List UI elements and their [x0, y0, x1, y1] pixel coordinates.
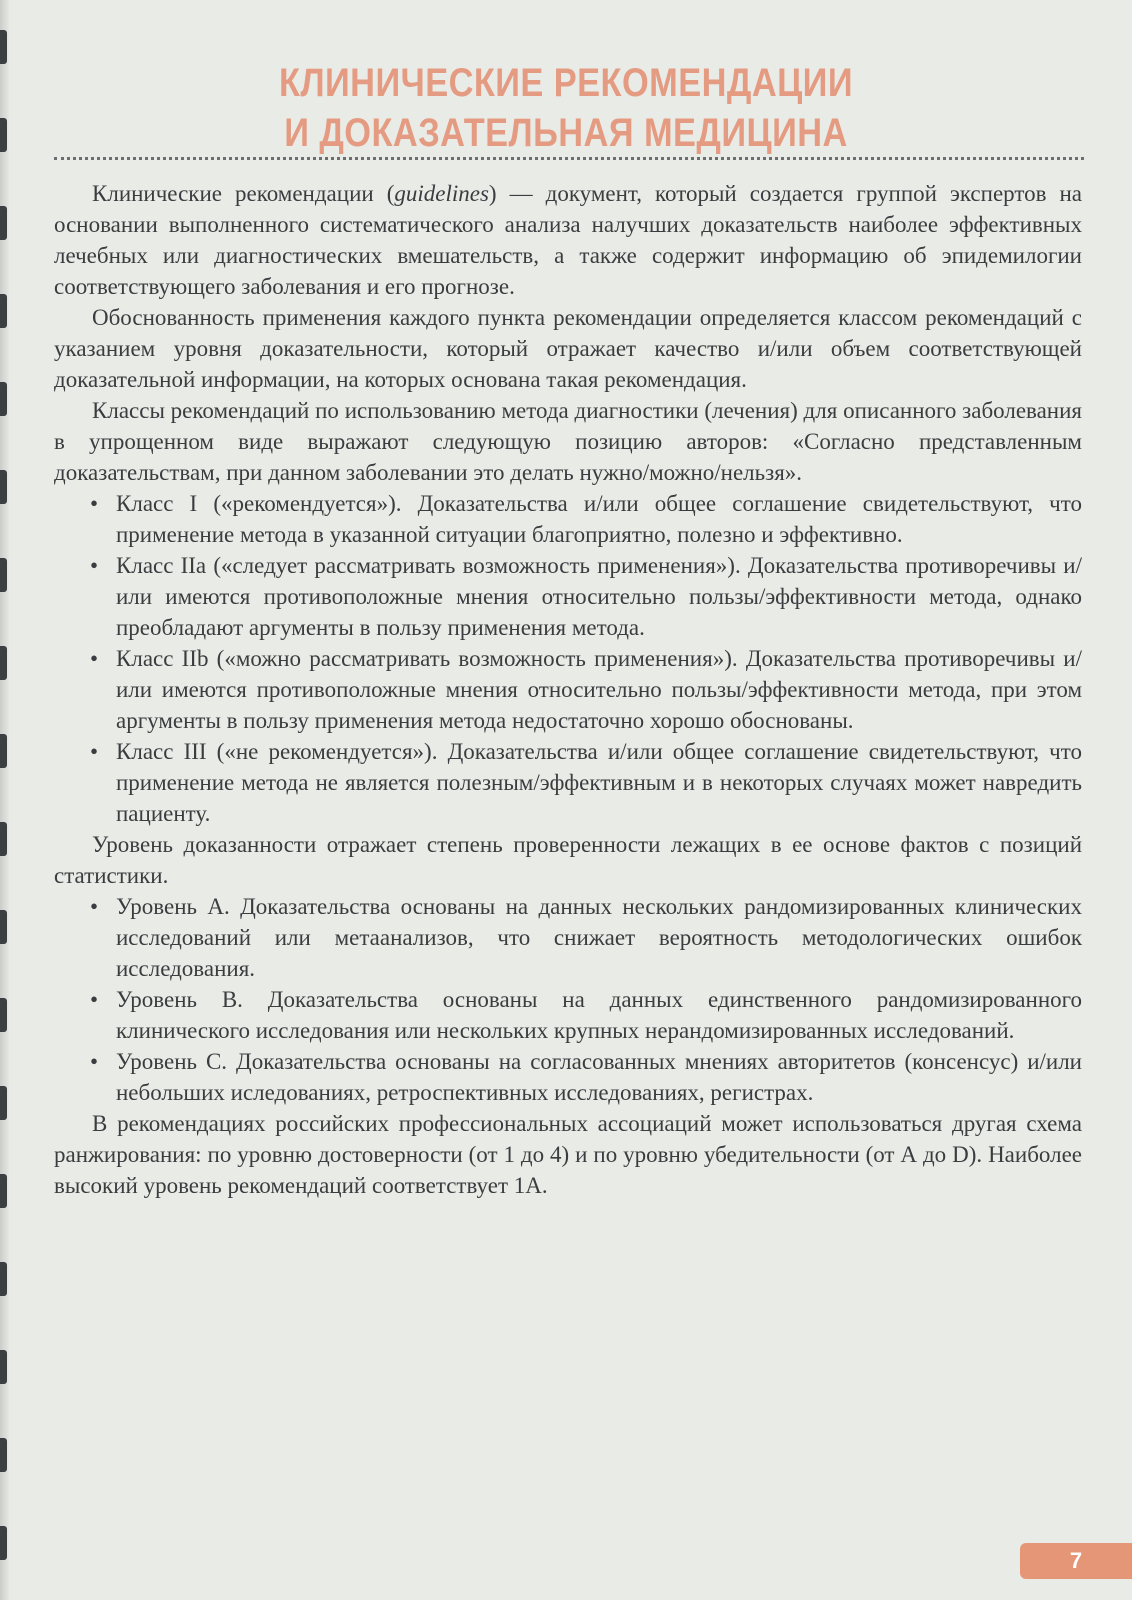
binding-ring — [0, 206, 7, 240]
body-text — [54, 178, 1082, 1201]
binding-ring — [0, 558, 7, 592]
list-item-class-iii: • Класс III («не рекомендуется»). Доказательства и/или общее соглашение свидетельствуют, что применение метода не является полезным/эффективным и в некоторых случаях может навредить пациенту. — [54, 736, 1082, 829]
binding-ring — [0, 294, 7, 328]
binding-ring — [0, 382, 7, 416]
binding-ring — [0, 1350, 7, 1384]
intro-paragraph — [54, 178, 1082, 302]
list-item-class-iib: • Класс IIb («можно рассматривать возможность применения»). Доказательства противоречивы и/или имеются противоположные мнения относительно пользы/эффективности метода, при этом аргументы в пользу применения метода недостаточно хорошо обоснованы. — [54, 643, 1082, 736]
intro-text-start: Клинические рекомендации ( — [92, 181, 395, 206]
russian-scheme-paragraph: В рекомендациях российских профессиональных ассоциаций может использоваться другая схема ранжирования: по уровню достоверности (от 1 до 4) и по уровню убедительности (от А до D). Наиболее высокий уровень рекомендаций соответствует 1А. — [54, 1111, 1082, 1198]
list-item-class-iia: • Класс IIa («следует рассматривать возможность применения»). Доказательства противоречивы и/или имеются противоположные мнения относительно пользы/эффективности метода, однако преобладают аргументы в пользу применения метода. — [54, 550, 1082, 643]
list-item-level-a: • Уровень А. Доказательства основаны на данных нескольких рандомизированных клинических исследований или метаанализов, что снижает вероятность методологических ошибок исследования. — [54, 891, 1082, 984]
spiral-binding — [0, 0, 10, 1600]
dotted-divider — [54, 157, 1084, 160]
binding-ring — [0, 998, 7, 1032]
binding-ring — [0, 910, 7, 944]
binding-ring — [0, 646, 7, 680]
intro-term: guidelines — [394, 181, 489, 206]
list-item-class-i: • Класс I («рекомендуется»). Доказательства и/или общее соглашение свидетельствуют, что применение метода в указанной ситуации благоприятно, полезно и эффективно. — [54, 488, 1082, 550]
page-number-badge: 7 — [1020, 1543, 1132, 1579]
justification-paragraph: Обоснованность применения каждого пункта рекомендации определяется классом рекомендаций с указанием уровня доказательности, который отражает качество и/или объем соответствующей доказательной информации, на которых основана такая рекомендация. — [54, 305, 1082, 392]
evidence-level-paragraph: Уровень доказанности отражает степень проверенности лежащих в ее основе фактов с позиций статистики. — [54, 832, 1082, 888]
binding-ring — [0, 1086, 7, 1120]
page-title — [0, 58, 1132, 158]
intro-text-end: ) — документ, который создается группой экспертов на основании выполненного систематического анализа налучших доказательств наиболее эффективных лечебных или диагностических вмешательств, а также содержит информацию об эпидемилогии соответствующего заболевания и его прогнозе. — [54, 181, 1082, 299]
binding-ring — [0, 1174, 7, 1208]
level-list — [54, 891, 1082, 1108]
page-title-line-2: И ДОКАЗАТЕЛЬНАЯ МЕДИЦИНА — [284, 111, 848, 155]
binding-ring — [0, 822, 7, 856]
binding-ring — [0, 734, 7, 768]
binding-ring — [0, 1438, 7, 1472]
classes-paragraph: Классы рекомендаций по использованию метода диагностики (лечения) для описанного заболевания в упрощенном виде выражают следующую позицию авторов: «Согласно представленным доказательствам, при данном заболевании это делать нужно/можно/нельзя». — [54, 398, 1082, 485]
binding-ring — [0, 1262, 7, 1296]
list-item-level-b: • Уровень В. Доказательства основаны на данных единственного рандомизированного клинического исследования или нескольких крупных нерандомизированных исследований. — [54, 984, 1082, 1046]
page-title-line-1: КЛИНИЧЕСКИЕ РЕКОМЕНДАЦИИ — [279, 61, 853, 105]
list-item-level-c: • Уровень С. Доказательства основаны на согласованных мнениях авторитетов (консенсус) и/или небольших иследованиях, ретроспективных исследованиях, регистрах. — [54, 1046, 1082, 1108]
binding-ring — [0, 1526, 7, 1560]
binding-ring — [0, 470, 7, 504]
class-list — [54, 488, 1082, 829]
